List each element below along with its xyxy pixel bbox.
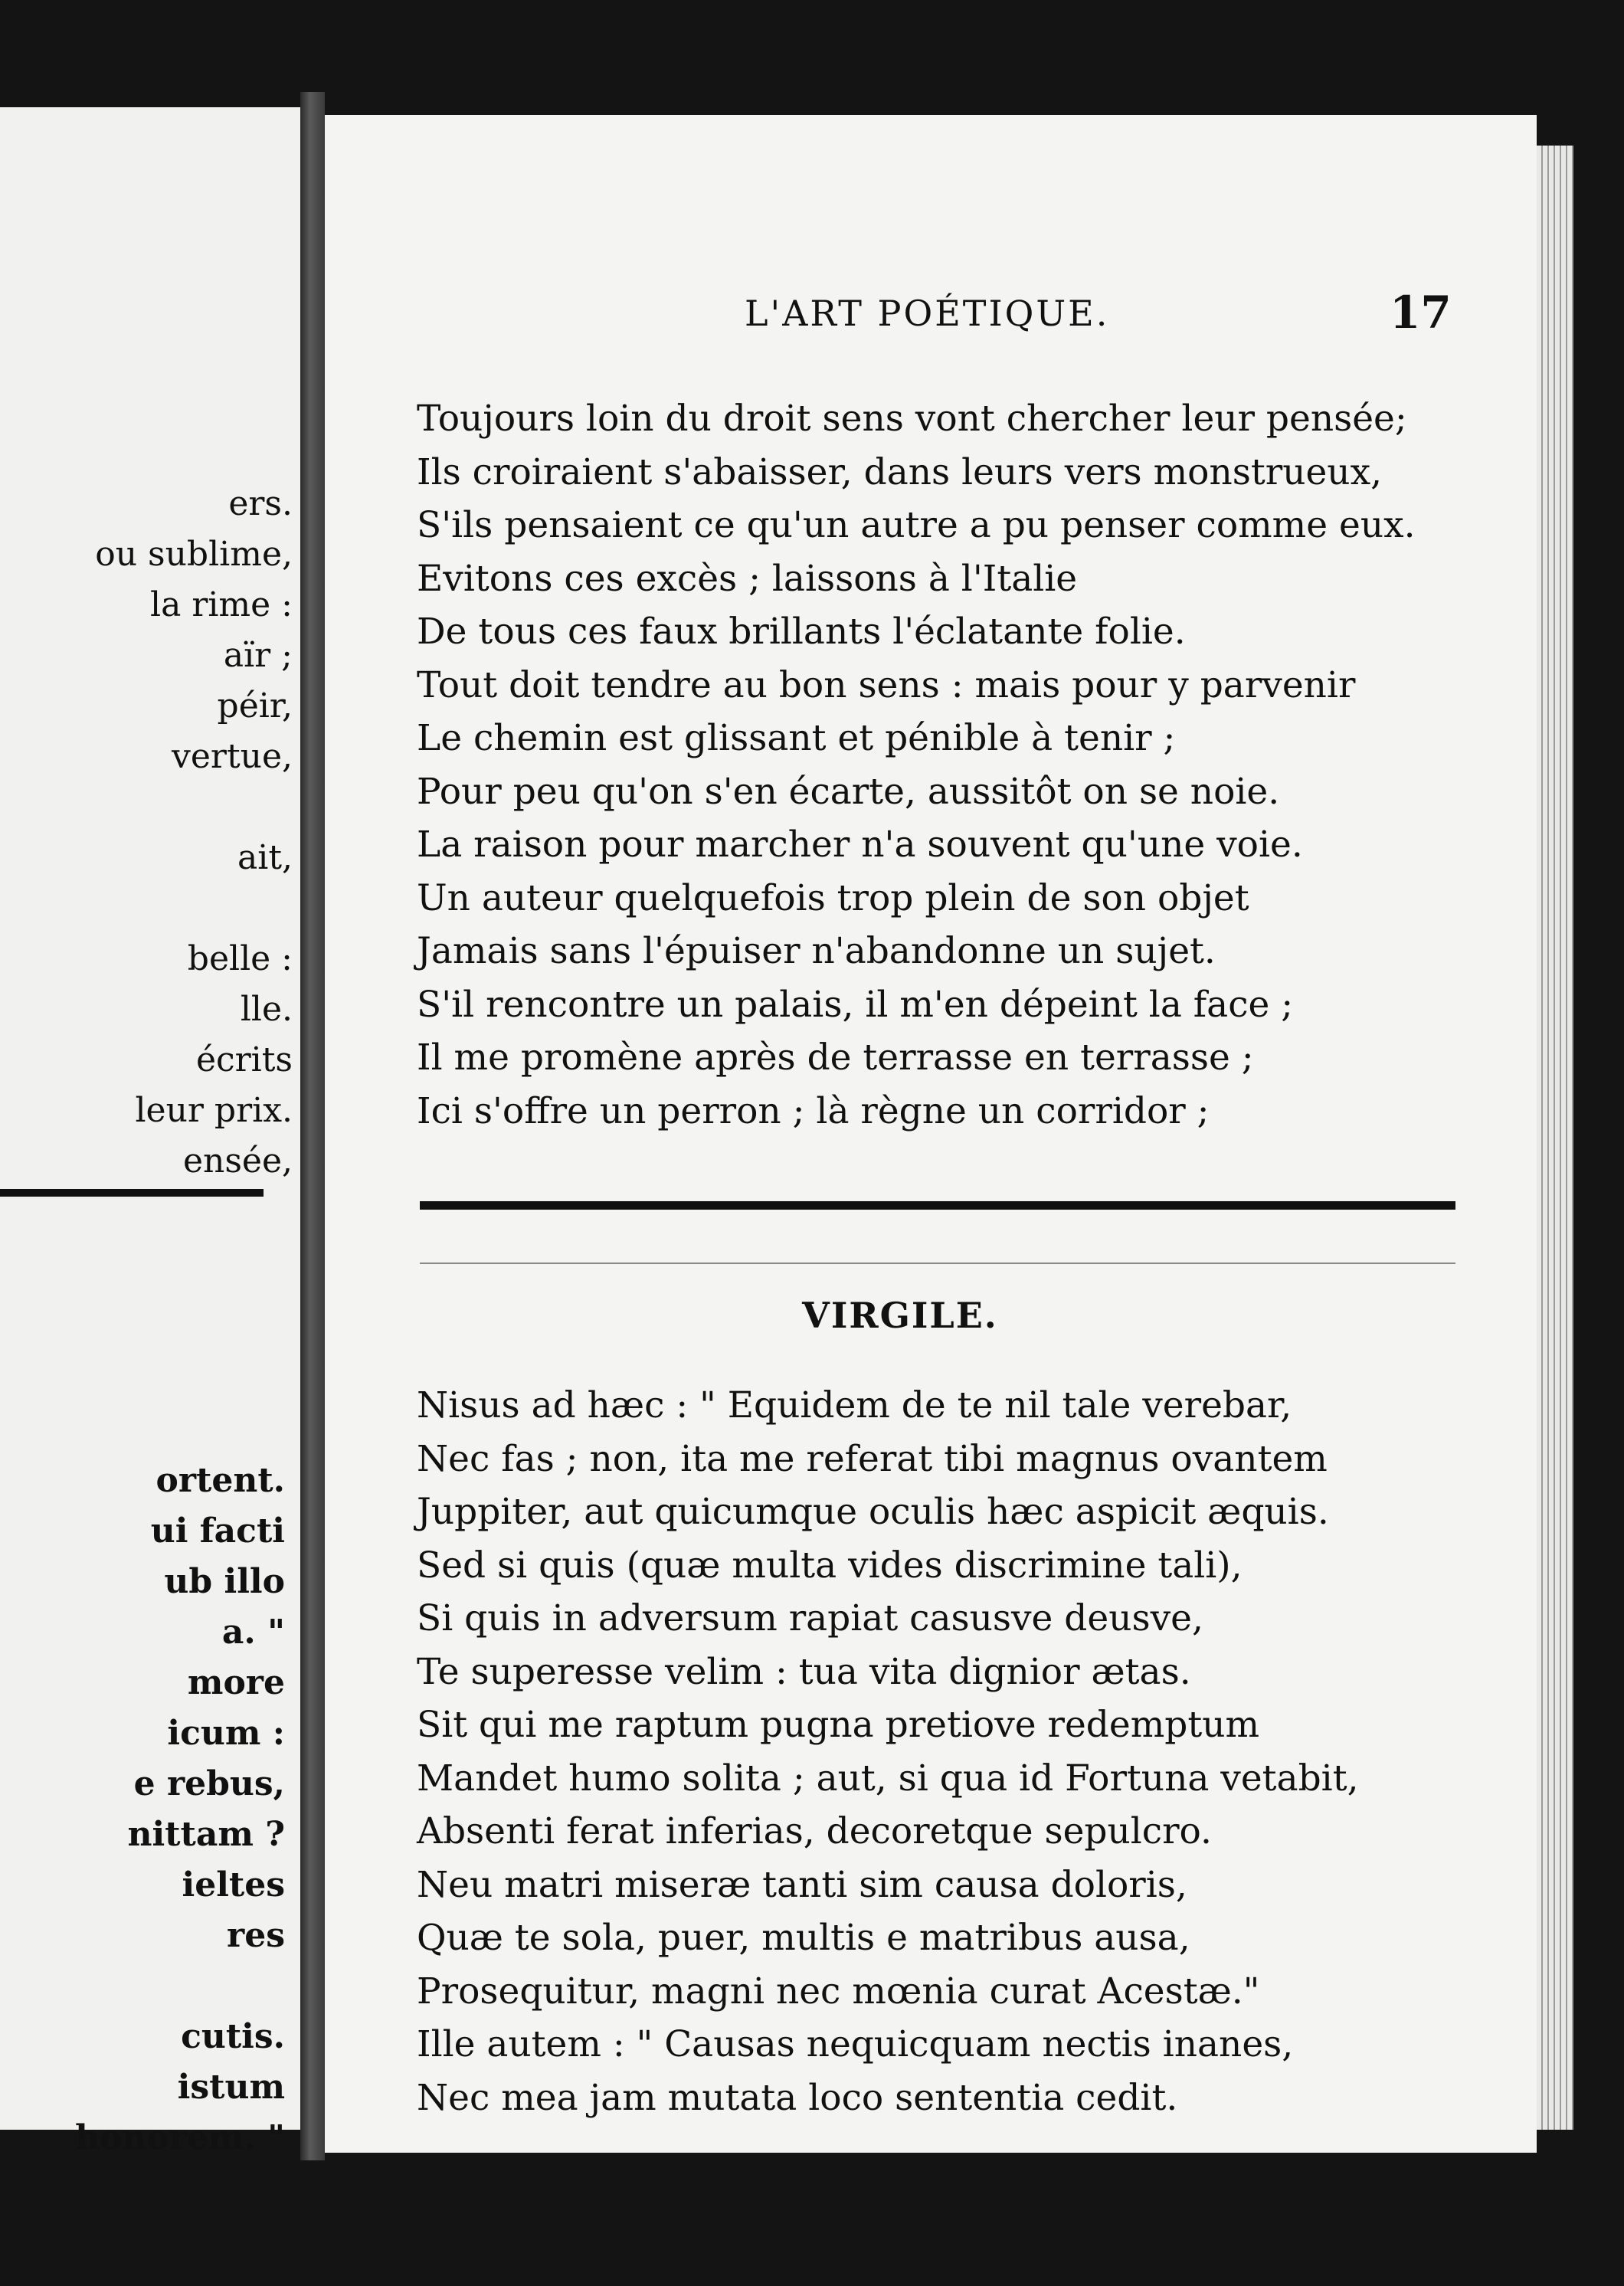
verse-line: Absenti ferat inferias, decoretque sepulcro. (417, 1810, 1212, 1852)
left-page-verse-bottom (75, 1456, 285, 2163)
page-stack-edges (1537, 146, 1573, 2130)
left-line: nittam ? (127, 1815, 285, 1854)
verse-line: Quæ te sola, puer, multis e matribus ausa, (417, 1917, 1190, 1959)
left-line (75, 1961, 285, 2012)
verse-line: De tous ces faux brillants l'éclatante folie. (417, 611, 1186, 653)
verse-line: Juppiter, aut quicumque oculis hæc aspicit æquis. (417, 1491, 1329, 1533)
left-line: istum (177, 2068, 285, 2107)
left-page-rule (0, 1189, 264, 1197)
left-line: ait, (237, 838, 293, 877)
verse-line: Mandet humo solita ; aut, si qua id Fortuna vetabit, (417, 1757, 1359, 1800)
section-title: VIRGILE. (802, 1295, 998, 1336)
verse-line: Sit qui me raptum pugna pretiove redemptum (417, 1704, 1260, 1746)
verse-stanza-2 (417, 1379, 1359, 2124)
page-header (325, 287, 1537, 346)
left-line: ers. (228, 484, 293, 523)
verse-line: Evitons ces excès ; laissons à l'Italie (417, 557, 1078, 600)
left-line: la rime : (150, 585, 293, 624)
verse-line: La raison pour marcher n'a souvent qu'une voie. (417, 824, 1303, 866)
verse-line: Prosequitur, magni nec mœnia curat Acestæ." (417, 1970, 1260, 2013)
left-line (95, 782, 293, 833)
left-line: leur prix. (135, 1091, 293, 1130)
left-line: ortent. (156, 1461, 285, 1500)
verse-line: Jamais sans l'épuiser n'abandonne un sujet. (417, 930, 1216, 972)
left-line: ensée, (182, 1141, 293, 1181)
verse-line: Si quis in adversum rapiat casusve deusve, (417, 1597, 1203, 1639)
left-line: vertue, (172, 737, 293, 776)
left-line: e rebus, (133, 1764, 285, 1803)
verse-line: Tout doit tendre au bon sens : mais pour y parvenir (417, 663, 1356, 706)
left-line: belle : (187, 939, 293, 978)
section-divider-thin (420, 1263, 1455, 1264)
left-line: ui facti (150, 1511, 285, 1551)
left-line: res (227, 1916, 285, 1955)
verse-line: Le chemin est glissant et pénible à tenir ; (417, 717, 1176, 759)
left-line: ub illo (164, 1562, 285, 1601)
left-page-fragment (0, 107, 300, 2157)
left-line: lle. (240, 990, 293, 1029)
verse-line: Ici s'offre un perron ; là règne un corridor ; (417, 1089, 1210, 1132)
verse-line: S'il rencontre un palais, il m'en dépeint la face ; (417, 983, 1294, 1026)
verse-line: Toujours loin du droit sens vont chercher leur pensée; (417, 398, 1407, 440)
left-line: more (187, 1663, 285, 1702)
verse-line: Pour peu qu'on s'en écarte, aussitôt on se noie. (417, 770, 1280, 813)
left-line: écrits (195, 1040, 293, 1079)
verse-line: Il me promène après de terrasse en terrasse ; (417, 1037, 1254, 1079)
verse-line: Un auteur quelquefois trop plein de son objet (417, 876, 1249, 919)
verse-line: Nisus ad hæc : " Equidem de te nil tale verebar, (417, 1384, 1292, 1426)
verse-line: S'ils pensaient ce qu'un autre a pu penser comme eux. (417, 504, 1416, 546)
verse-line: Ille autem : " Causas nequicquam nectis inanes, (417, 2023, 1294, 2065)
verse-line: Nec mea jam mutata loco sententia cedit. (417, 2076, 1178, 2119)
left-line: a. " (221, 1613, 285, 1652)
left-page-verse-top (95, 479, 293, 1187)
verse-line: Sed si quis (quæ multa vides discrimine tali), (417, 1544, 1243, 1587)
left-line: cutis. (181, 2017, 285, 2056)
verse-line: Neu matri miseræ tanti sim causa doloris, (417, 1863, 1187, 1906)
left-line: icum : (167, 1714, 285, 1753)
verse-line: Ils croiraient s'abaisser, dans leurs vers monstrueux, (417, 450, 1383, 493)
verse-line: Te superesse velim : tua vita dignior ætas. (417, 1650, 1191, 1693)
left-line (95, 883, 293, 934)
left-line: ou sublime, (95, 535, 293, 574)
left-line: aïr ; (223, 636, 293, 675)
left-line: ieltes (182, 1865, 285, 1904)
left-line: honorem. " (75, 2118, 285, 2157)
verse-stanza-1 (417, 392, 1416, 1138)
page-number: 17 (1390, 287, 1452, 339)
verse-line: Nec fas ; non, ita me referat tibi magnus ovantem (417, 1437, 1328, 1480)
right-page (325, 115, 1537, 2153)
book-gutter (300, 92, 325, 2160)
running-title: L'ART POÉTIQUE. (745, 293, 1110, 334)
left-line: péir, (217, 686, 293, 725)
section-divider-thick (420, 1201, 1455, 1210)
